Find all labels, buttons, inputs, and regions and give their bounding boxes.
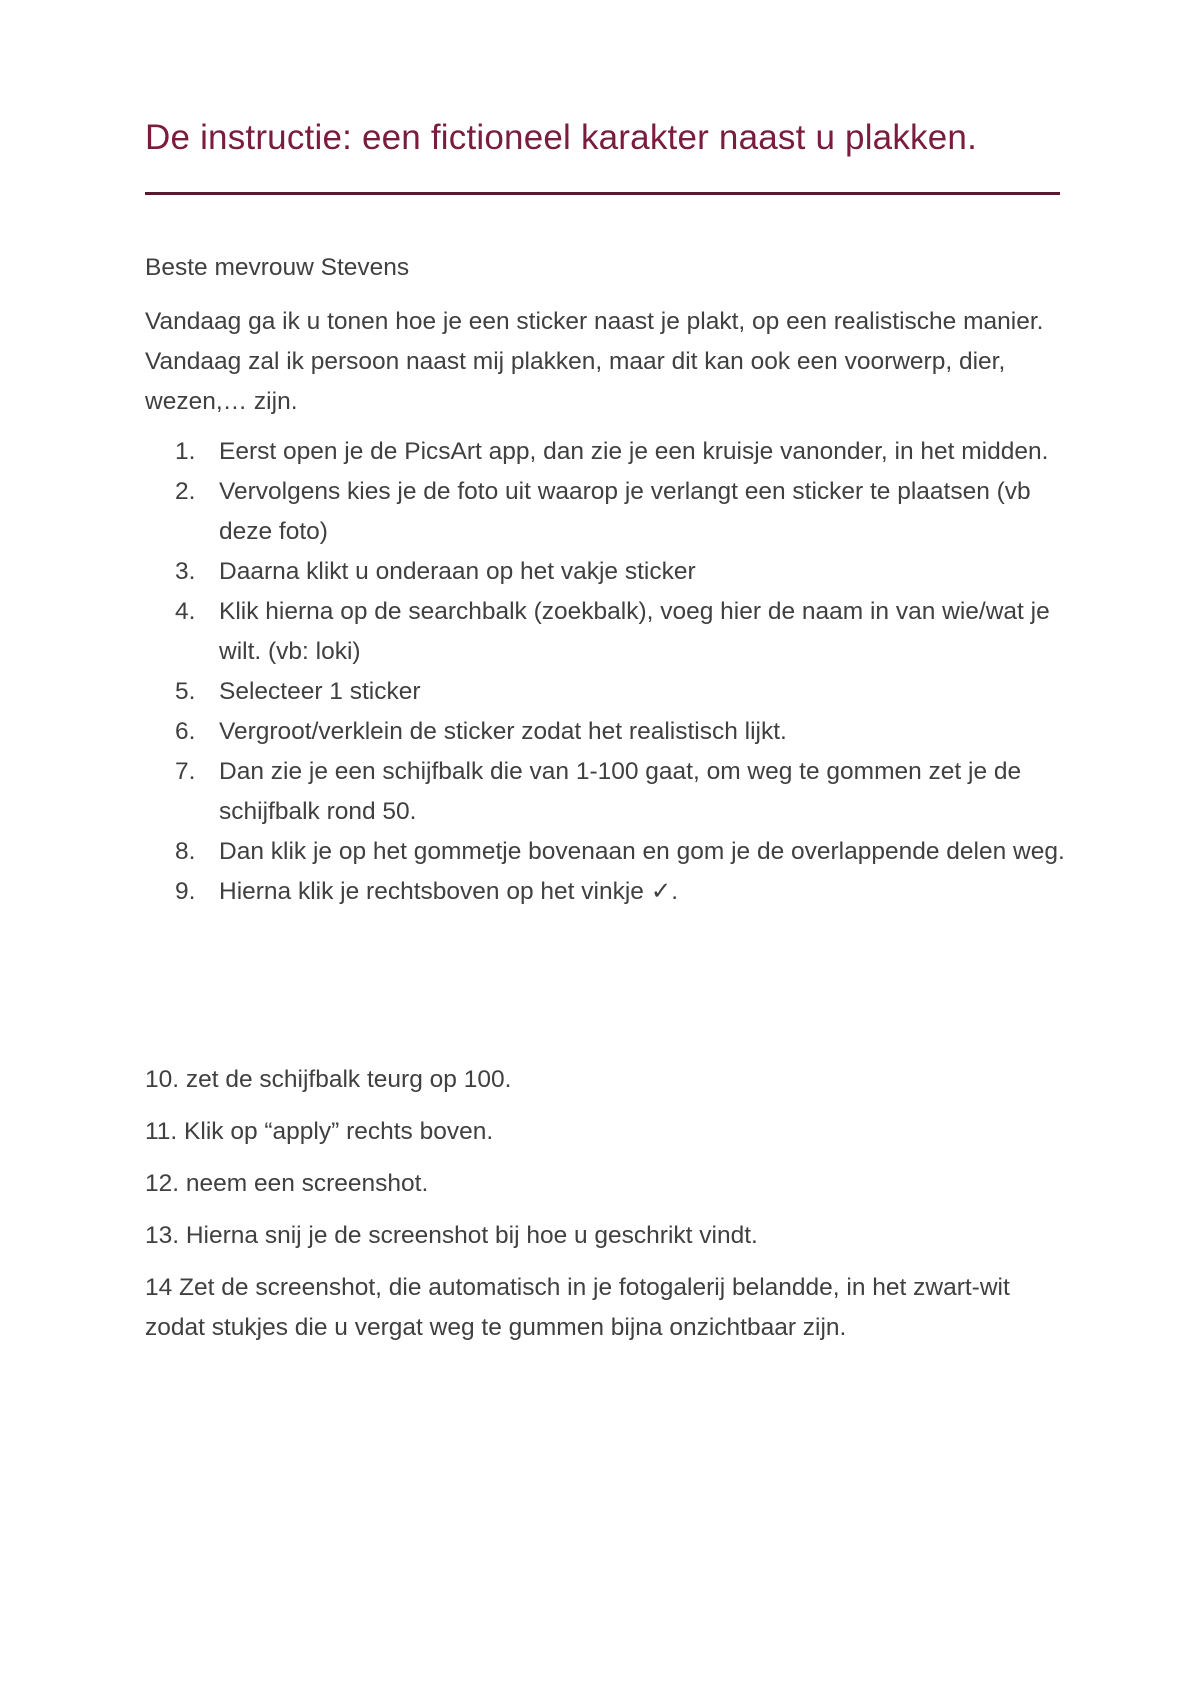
extra-step-10: 10. zet de schijfbalk teurg op 100.: [145, 1066, 512, 1093]
step-text: Klik hierna op de searchbalk (zoekbalk), voeg hier de naam in van wie/wat je wilt. (vb: loki): [219, 598, 1050, 665]
step-number: 7.: [175, 758, 196, 785]
step-item: [145, 712, 1065, 752]
step-number: 4.: [175, 598, 196, 625]
step-item: [145, 432, 1065, 472]
step-item: [145, 752, 1065, 832]
step-text: Dan zie je een schijfbalk die van 1-100 gaat, om weg te gommen zet je de schijfbalk rond 50.: [219, 758, 1022, 825]
step-number: 1.: [175, 438, 196, 465]
step-number: 5.: [175, 678, 196, 705]
step-number: 2.: [175, 478, 196, 505]
step-item: [145, 552, 1065, 592]
step-item: [145, 672, 1065, 712]
step-number: 9.: [175, 878, 196, 905]
step-text: Selecteer 1 sticker: [219, 678, 421, 705]
title-divider: [145, 192, 1060, 195]
step-number: 6.: [175, 718, 196, 745]
extra-step-12: 12. neem een screenshot.: [145, 1170, 429, 1197]
step-item: [145, 872, 1065, 912]
extra-step-14: 14 Zet de screenshot, die automatisch in je fotogalerij belandde, in het zwart-wit zodat stukjes die u vergat weg te gummen bijna onzichtbaar zijn.: [145, 1274, 1010, 1341]
intro-paragraph: Vandaag ga ik u tonen hoe je een sticker naast je plakt, op een realistische manier. Vandaag zal ik persoon naast mij plakken, maar dit kan ook een voorwerp, dier, wezen,… zijn.: [145, 308, 1044, 415]
step-text: Dan klik je op het gommetje bovenaan en gom je de overlappende delen weg.: [219, 838, 1065, 865]
greeting: Beste mevrouw Stevens: [145, 254, 410, 281]
steps-list: [145, 432, 1065, 912]
step-item: [145, 592, 1065, 672]
step-text: Eerst open je de PicsArt app, dan zie je een kruisje vanonder, in het midden.: [219, 438, 1049, 465]
step-text: Hierna klik je rechtsboven op het vinkje ✓.: [219, 878, 679, 905]
step-number: 3.: [175, 558, 196, 585]
step-text: Vergroot/verklein de sticker zodat het realistisch lijkt.: [219, 718, 787, 745]
extra-step-13: 13. Hierna snij je de screenshot bij hoe u geschrikt vindt.: [145, 1222, 758, 1249]
extra-step-11: 11. Klik op “apply” rechts boven.: [145, 1118, 494, 1145]
step-text: Vervolgens kies je de foto uit waarop je verlangt een sticker te plaatsen (vb deze foto): [219, 478, 1031, 545]
step-number: 8.: [175, 838, 196, 865]
step-item: [145, 832, 1065, 872]
step-item: [145, 472, 1065, 552]
document-title: De instructie: een fictioneel karakter naast u plakken.: [145, 118, 977, 157]
step-text: Daarna klikt u onderaan op het vakje sticker: [219, 558, 696, 585]
